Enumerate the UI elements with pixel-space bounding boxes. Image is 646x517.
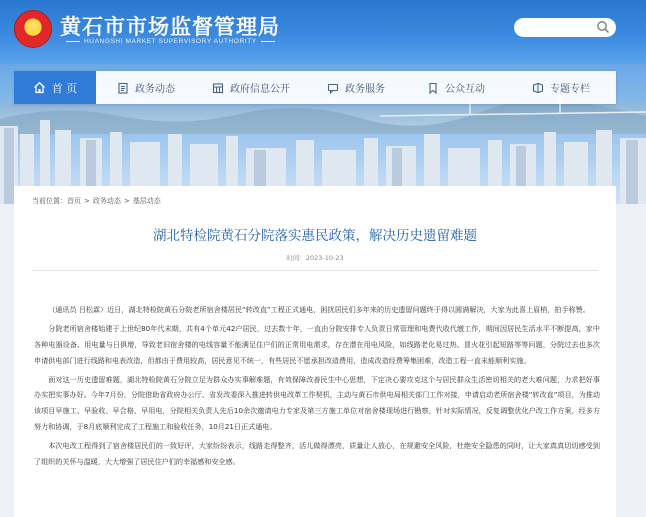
nav-item-interaction[interactable] <box>406 71 506 104</box>
title-divider <box>32 270 598 271</box>
service-icon <box>327 82 339 94</box>
nav-item-home[interactable] <box>14 71 96 104</box>
article-body <box>34 302 600 473</box>
article-paragraph: 本次电改工程得到了宿舍楼居民们的一致好评，大家纷纷表示，线路走得整齐，活儿做得漂亮，质量让人放心，在规避安全风险，杜绝安全隐患的同时，让大家真真切切感受到了组织的关怀与温暖，大大增强了居民住户们的幸福感和安全感。 <box>34 440 600 466</box>
breadcrumb-separator: > <box>123 197 130 205</box>
document-icon <box>117 82 129 94</box>
search-icon[interactable] <box>596 20 610 34</box>
article-paragraph: 分院老所宿舍楼始建于上世纪80年代末期，共有4个单元42户居民，过去数十年，一直由分院安排专人负责日常管理和电费代收代缴工作，期间因居民生活水平不断提高，家中各种电器设备、用电量与日俱增，导致老旧宿舍楼的电线容量不能满足住户们的正常用电需求，存在潜在用电风险，如线路老化易过热、冒火花引起短路等等问题，分院过去也多次申请供电部门进行线路和电表改造，但都由于费用较高，居民意见不统一，有些居民不愿承担改造费用，造成改造经费筹集困难，改造工程一直未能顺利实施。 <box>34 323 600 365</box>
nav-item-topics[interactable] <box>506 71 616 104</box>
breadcrumb-item-home[interactable]: 首页 <box>67 197 81 205</box>
breadcrumb-item-news[interactable]: 政务动态 <box>92 197 121 205</box>
article-paragraph: 面对这一历史遗留难题，湖北特检院黄石分院立足为群众办实事解难题，有效保障改善民生中心思想，下定决心要攻克这个与居民群众生活密切相关的老大难问题，力求把好事办实把实事办好。今年7月份，分院借助省政府办公厅、省发改委深入推进转供电改革工作契机，主动与黄石市供电局相关部门工作对接，申请启动老所宿舍楼“转改直”项目，为推动该项目早施工、早验收、早合格、早用电，分院相关负责人先后10余次邀请电力专家及第三方施工单位对宿舍楼现场进行勘察，针对实际情况，反复调整优化户改工作方案，经多方努力和协调，于8月底顺利完成了工程施工和验收任务，10月21日正式通电。 <box>34 374 600 431</box>
breadcrumb-item-local[interactable]: 基层动态 <box>132 197 161 205</box>
breadcrumb <box>32 196 161 206</box>
article-paragraph: （通讯员 吕松霖）近日，湖北特检院黄石分院老所宿舍楼居民“转改直”工程正式通电，困扰居民们多年来的历史遗留问题终于得以圆满解决，大家为此喜上眉梢，拍手称赞。 <box>48 305 590 314</box>
site-title[interactable]: 黄石市市场监督管理局 <box>60 14 280 39</box>
nav-item-label: 公众互动 <box>445 84 485 95</box>
breadcrumb-prefix: 当前位置： <box>32 197 67 205</box>
breadcrumb-separator: > <box>84 197 90 205</box>
nav-item-label: 政务动态 <box>135 84 175 95</box>
site-subtitle-text: HUANGSHI MARKET SUPERVISORY AUTHORITY <box>84 38 257 45</box>
article-time: 时间：2023-10-23 <box>286 254 344 262</box>
nav-item-label: 专题专栏 <box>550 84 590 95</box>
site-header <box>0 0 646 64</box>
home-icon <box>33 81 46 94</box>
site-subtitle <box>62 38 279 45</box>
national-emblem-icon: ★ <box>14 10 52 48</box>
nav-item-label: 政府信息公开 <box>230 84 290 95</box>
nav-item-info-disclosure[interactable] <box>196 71 306 104</box>
main-nav <box>14 71 616 104</box>
bookmark-icon <box>427 82 439 94</box>
search-input[interactable] <box>514 18 616 37</box>
article-title: 湖北特检院黄石分院落实惠民政策，解决历史遗留难题 <box>153 228 477 244</box>
nav-item-label: 首 页 <box>51 81 78 95</box>
nav-item-label: 政务服务 <box>345 84 385 95</box>
nav-item-news[interactable] <box>96 71 196 104</box>
nav-item-services[interactable] <box>306 71 406 104</box>
topic-icon <box>532 82 544 94</box>
article-card <box>14 186 616 517</box>
grid-icon <box>212 82 224 94</box>
